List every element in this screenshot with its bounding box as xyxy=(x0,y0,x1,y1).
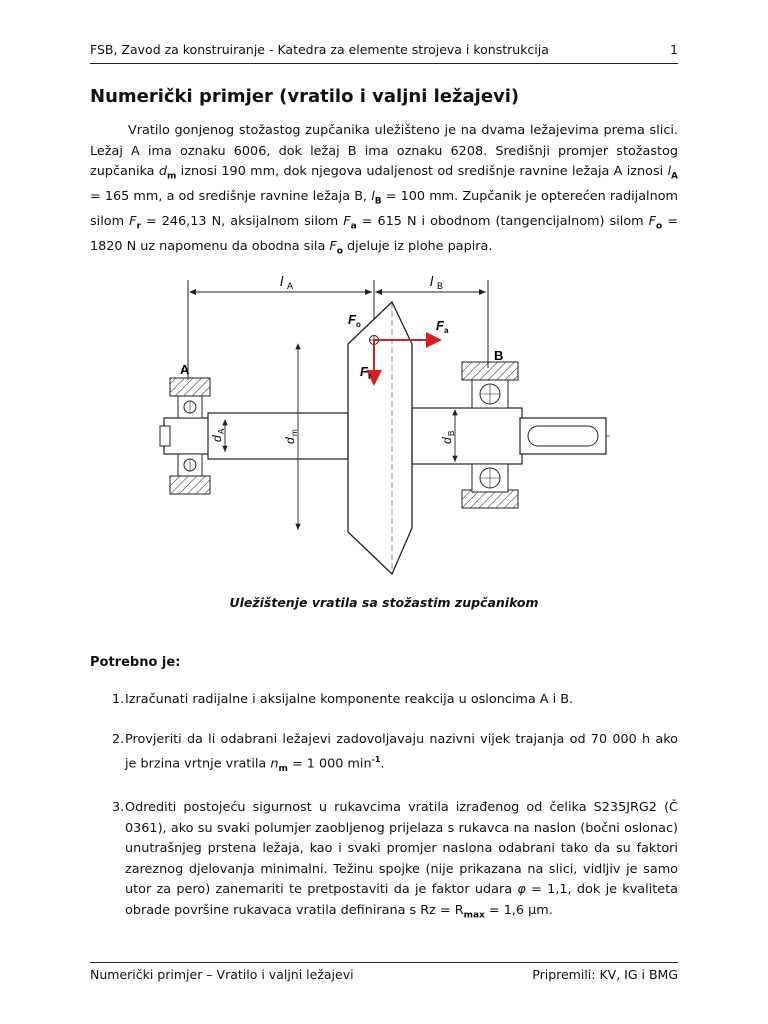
label-bearing-a: A xyxy=(180,362,190,377)
label-dm: d xyxy=(283,437,297,444)
list-text: = 1 000 min xyxy=(287,756,372,772)
list-text: = 1,1, dok je kvaliteta obrade površine rukavaca vratila definirana s Rz = R xyxy=(125,882,678,918)
page-header xyxy=(90,42,678,64)
label-lb: l xyxy=(430,273,434,289)
label-dm-sub: m xyxy=(290,429,299,436)
label-fr: F xyxy=(360,364,368,379)
label-db: d xyxy=(440,437,454,444)
bevel-gear xyxy=(348,302,412,574)
subscript-m: m xyxy=(166,171,177,182)
footer-authors: Pripremili: KV, IG i BMG xyxy=(532,967,678,982)
label-fr-sub: r xyxy=(368,372,372,381)
symbol-fo: F xyxy=(648,214,657,230)
footer-title: Numerički primjer – Vratilo i valjni ležajevi xyxy=(90,967,354,982)
list-text: Izračunati radijalne i aksijalne komponente reakcija u osloncima A i B. xyxy=(125,692,574,707)
label-fo: F xyxy=(348,312,356,327)
shaft-left-end xyxy=(160,426,170,446)
symbol-dm: d xyxy=(158,164,167,179)
subscript-a: a xyxy=(350,221,357,232)
list-number: 1. xyxy=(112,692,125,707)
page-number: 1 xyxy=(670,42,678,57)
symbol-lb: l xyxy=(371,189,375,205)
shaft-right xyxy=(412,408,522,464)
list-text: . xyxy=(380,756,385,772)
keyway-slot xyxy=(528,426,598,446)
list-item xyxy=(90,798,678,926)
symbol-phi: φ xyxy=(517,882,526,898)
label-fa-sub: a xyxy=(444,326,449,335)
subscript-max: max xyxy=(463,910,485,921)
requirements-heading: Potrebno je: xyxy=(90,655,181,670)
label-la-sub: A xyxy=(287,281,294,291)
label-da: d xyxy=(210,435,224,442)
label-fo-sub: o xyxy=(356,320,361,329)
list-item xyxy=(90,690,678,711)
label-la: l xyxy=(280,273,284,289)
page-footer xyxy=(90,962,678,982)
label-da-sub: A xyxy=(217,428,226,434)
list-number: 3. xyxy=(112,800,125,816)
shaft-left-shoulder xyxy=(208,413,348,459)
list-text: = 1,6 μm. xyxy=(484,902,553,918)
intro-text: = 165 mm, a od središnje ravnine ležaja B, xyxy=(90,189,372,205)
intro-paragraph xyxy=(90,121,678,262)
intro-text: djeluje iz plohe papira. xyxy=(342,239,493,255)
subscript-r: r xyxy=(136,221,141,232)
requirements-list xyxy=(90,690,678,945)
superscript: -1 xyxy=(371,755,381,764)
label-fa: F xyxy=(436,318,444,333)
intro-text: = 615 N i obodnom (tangencijalnom) silom xyxy=(356,214,649,230)
subscript-b: B xyxy=(374,196,382,207)
symbol-nm: n xyxy=(270,756,279,772)
symbol-fr: F xyxy=(129,214,137,230)
symbol-la: l xyxy=(667,164,672,179)
label-db-sub: B xyxy=(447,430,456,436)
subscript-o: o xyxy=(656,221,663,232)
subscript-m: m xyxy=(278,763,288,774)
intro-text: Vratilo gonjenog stožastog zupčanika uležišteno je na dvama ležajevima prema slici. Ležaj A ima oznaku 6006, dok ležaj B ima oznaku 6208. Središnji promjer stožastog zupčanika xyxy=(90,123,678,179)
label-bearing-b: B xyxy=(494,348,504,363)
intro-text: = 246,13 N, aksijalnom silom xyxy=(140,214,344,230)
shaft-bearing-drawing xyxy=(150,268,620,588)
figure-caption: Uležištenje vratila sa stožastim zupčanikom xyxy=(229,595,539,610)
intro-text: = 100 mm. Zupčanik je opterećen radijalnom silom xyxy=(90,189,679,230)
list-text: Odrediti postojeću sigurnost u rukavcima vratila izrađenog od čelika S235JRG2 (Č 0361), ako su svaki polumjer zaobljenog prijelaza s rukavca na naslon (bočni oslonac) unutrašnjeg prstena ležaja, kao i svaki promjer naslona odabrani tako da su faktori zareznog djelovanja minimalni. Težinu spojke (nije prikazana na slici, vidljiv je samo utor za pero) zanemariti te pretpostaviti da je faktor udara xyxy=(125,800,678,898)
intro-text: = 1820 N uz napomenu da obodna sila xyxy=(90,214,678,255)
symbol-fo: F xyxy=(329,239,337,255)
list-item xyxy=(90,730,678,780)
list-text: Provjeriti da li odabrani ležajevi zadovoljavaju nazivni vijek trajanja od 70 000 h ako je brzina vrtnje vratila xyxy=(125,731,678,772)
header-institution: FSB, Zavod za konstruiranje - Katedra za elemente strojeva i konstrukcija xyxy=(90,42,549,57)
subscript-a: A xyxy=(671,171,679,182)
list-number: 2. xyxy=(112,731,125,747)
symbol-fa: F xyxy=(343,214,351,230)
subscript-o: o xyxy=(336,246,343,257)
intro-text: iznosi 190 mm, dok njegova udaljenost od središnje ravnine ležaja A iznosi xyxy=(176,164,668,179)
label-lb-sub: B xyxy=(437,281,444,291)
page-title: Numerički primjer (vratilo i valjni ležajevi) xyxy=(90,86,520,107)
